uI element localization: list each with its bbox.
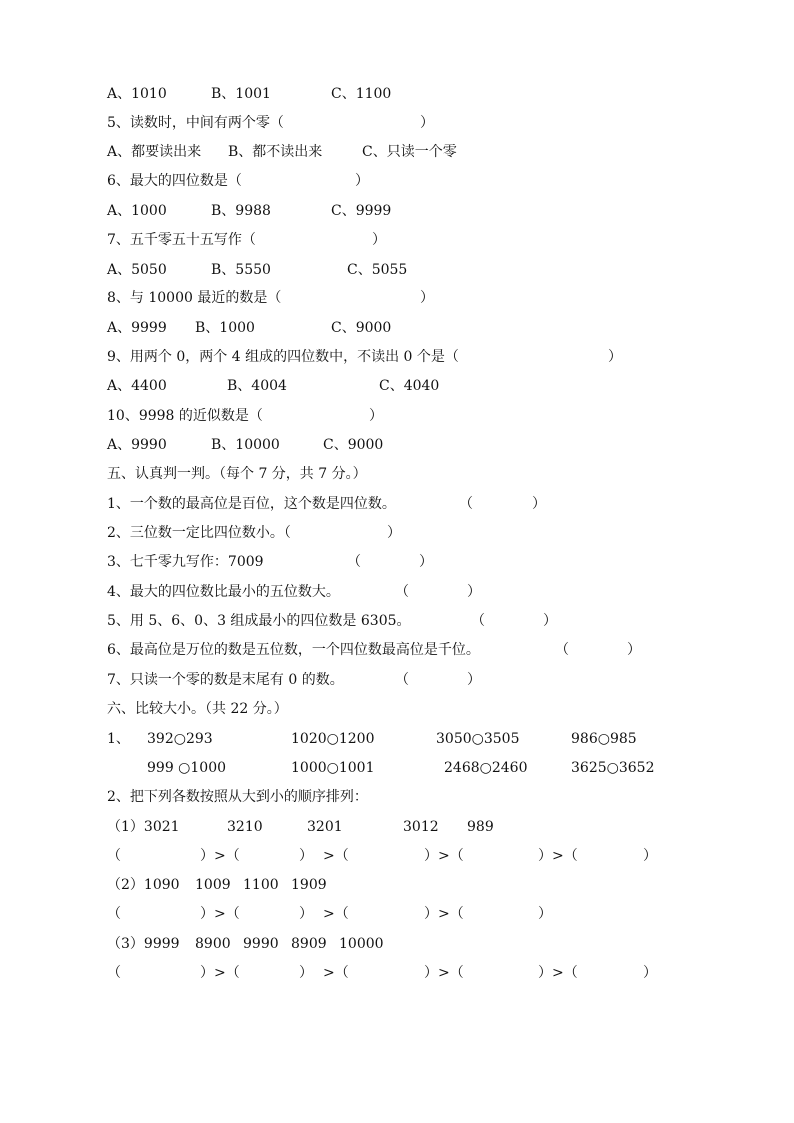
line-text: B、5550 — [211, 262, 271, 278]
line-text: C、5055 — [347, 262, 408, 278]
line-text: ） — [543, 613, 557, 629]
line-text: 10、9998 的近似数是（ — [107, 408, 263, 424]
line-text: （ — [459, 496, 473, 512]
line-text: 5、读数时，中间有两个零（ — [107, 115, 284, 131]
line-text: B、都不读出来 — [228, 144, 323, 160]
line-text: ） — [372, 232, 386, 248]
line-text: B、4004 — [227, 378, 287, 394]
line-text: C、9999 — [331, 203, 392, 219]
line-text: ）>（ — [538, 848, 578, 864]
line-text: 8900 — [195, 936, 231, 952]
line-text: B、1000 — [195, 320, 255, 336]
line-text: 六、比较大小。（共 22 分。） — [107, 701, 288, 717]
line-text: 9990 — [243, 936, 279, 952]
line-text: 五、认真判一判。（每个 7 分，共 7 分。） — [107, 466, 367, 482]
line-text: 6、最高位是万位的数是五位数，一个四位数最高位是千位。 — [107, 642, 480, 658]
line-text: 3012 — [403, 819, 439, 835]
line-text: ） — [532, 496, 546, 512]
line-text: B、9988 — [211, 203, 271, 219]
line-text: 1000○1001 — [291, 760, 375, 776]
line-text: 3625○3652 — [571, 760, 655, 776]
line-text: 1020○1200 — [291, 731, 375, 747]
line-text: ） — [643, 848, 657, 864]
line-text: 1、一个数的最高位是百位，这个数是四位数。 — [107, 496, 396, 512]
line-text: 3210 — [227, 819, 263, 835]
line-text: 9、用两个 0，两个 4 组成的四位数中，不读出 0 个是（ — [107, 349, 459, 365]
line-text: B、1001 — [211, 86, 271, 102]
line-text: 7、五千零五十五写作（ — [107, 232, 256, 248]
line-text: 10000 — [339, 936, 384, 952]
line-text: ）>（ — [424, 965, 464, 981]
line-text: ） — [299, 906, 313, 922]
line-text: 8、与 10000 最近的数是（ — [107, 290, 282, 306]
line-text: （ — [471, 613, 485, 629]
line-text: 2468○2460 — [444, 760, 528, 776]
line-text: 7、只读一个零的数是末尾有 0 的数。 — [107, 672, 344, 688]
line-text: 989 — [467, 819, 494, 835]
line-text: 392○293 — [147, 731, 213, 747]
line-text: ）>（ — [538, 965, 578, 981]
line-text: ） — [369, 408, 383, 424]
line-text: A、4400 — [107, 378, 167, 394]
line-text: A、9999 — [107, 320, 167, 336]
line-text: ）>（ — [200, 906, 240, 922]
line-text: （2）1090 — [107, 877, 180, 893]
line-text: 999 ○1000 — [147, 760, 227, 776]
line-text: 8909 — [291, 936, 327, 952]
line-text: ） — [299, 965, 313, 981]
line-text: C、只读一个零 — [362, 144, 457, 160]
line-text: 3201 — [307, 819, 343, 835]
line-text: >（ — [323, 848, 349, 864]
line-text: 2、把下列各数按照从大到小的顺序排列： — [107, 789, 368, 805]
line-text: A、5050 — [107, 262, 167, 278]
line-text: ） — [420, 115, 434, 131]
line-text: ） — [467, 672, 481, 688]
line-text: ） — [419, 554, 433, 570]
line-text: ） — [627, 642, 641, 658]
line-text: （ — [395, 584, 409, 600]
line-text: （ — [347, 554, 361, 570]
line-text: C、9000 — [323, 437, 384, 453]
line-text: C、4040 — [379, 378, 440, 394]
line-text: ）>（ — [424, 906, 464, 922]
line-text: （ — [555, 642, 569, 658]
line-text: >（ — [323, 965, 349, 981]
line-text: C、1100 — [331, 86, 392, 102]
line-text: 2、三位数一定比四位数小。（ — [107, 525, 291, 541]
line-text: 5、用 5、6、0、3 组成最小的四位数是 6305。 — [107, 613, 411, 629]
line-text: >（ — [323, 906, 349, 922]
line-text: ） — [643, 965, 657, 981]
line-text: 4、最大的四位数比最小的五位数大。 — [107, 584, 340, 600]
line-text: A、1000 — [107, 203, 167, 219]
line-text: ）>（ — [200, 965, 240, 981]
line-text: （ — [107, 906, 121, 922]
line-text: B、10000 — [211, 437, 280, 453]
line-text: （ — [395, 672, 409, 688]
line-text: （3）9999 — [107, 936, 180, 952]
line-text: ）>（ — [424, 848, 464, 864]
line-text: A、9990 — [107, 437, 167, 453]
line-text: A、都要读出来 — [107, 144, 202, 160]
line-text: 1100 — [243, 877, 279, 893]
line-text: A、1010 — [107, 86, 167, 102]
line-text: ） — [467, 584, 481, 600]
line-text: ） — [420, 290, 434, 306]
line-text: 6、最大的四位数是（ — [107, 173, 242, 189]
line-text: ） — [355, 173, 369, 189]
line-text: ） — [387, 525, 401, 541]
line-text: ）>（ — [200, 848, 240, 864]
line-text: 1009 — [195, 877, 231, 893]
line-text: ） — [538, 906, 552, 922]
line-text: 1909 — [291, 877, 327, 893]
line-text: ） — [608, 349, 622, 365]
line-text: 3、七千零九写作：7009 — [107, 554, 264, 570]
line-text: （ — [107, 965, 121, 981]
line-text: 3050○3505 — [436, 731, 520, 747]
line-text: （1）3021 — [107, 819, 180, 835]
line-text: ） — [299, 848, 313, 864]
line-text: C、9000 — [331, 320, 392, 336]
line-text: 1、 — [107, 731, 130, 747]
line-text: 986○985 — [571, 731, 637, 747]
line-text: （ — [107, 848, 121, 864]
